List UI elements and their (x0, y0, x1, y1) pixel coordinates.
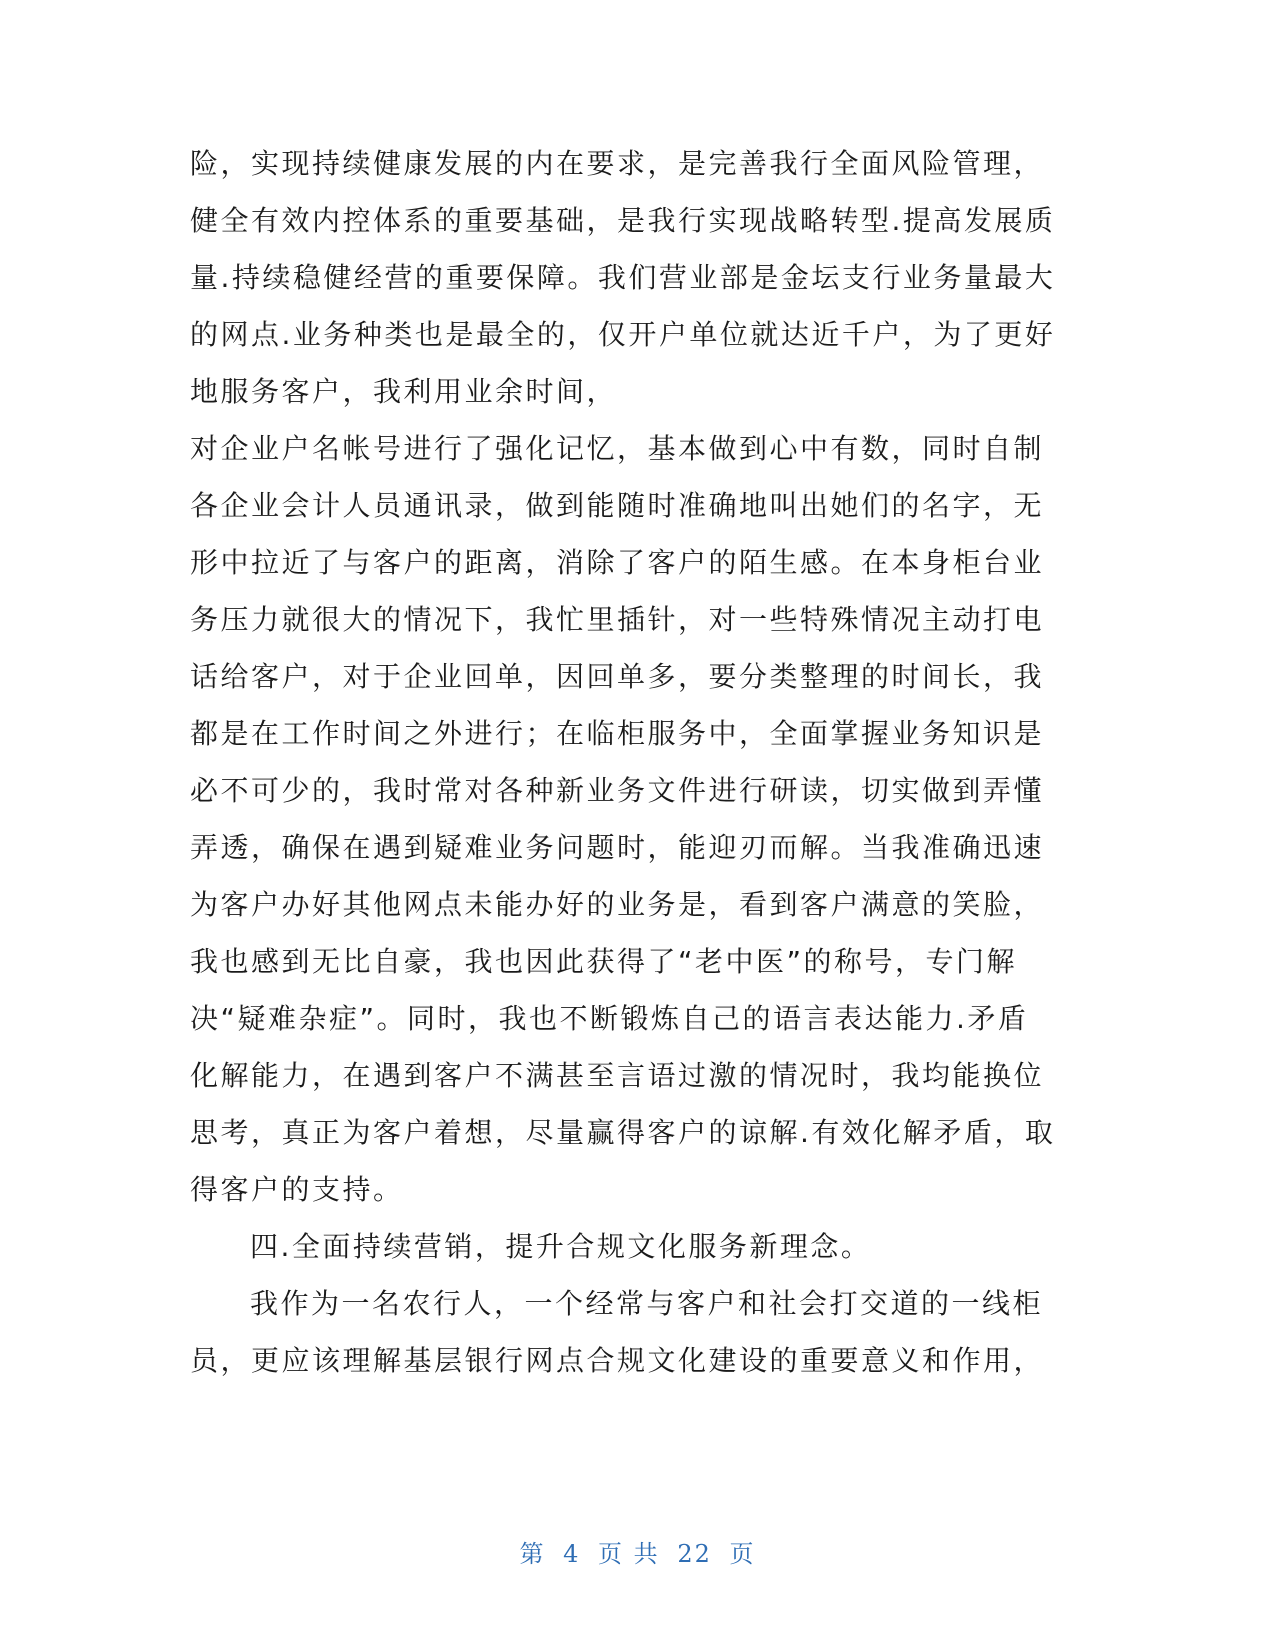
body-line: 必不可少的，我时常对各种新业务文件进行研读，切实做到弄懂 (190, 774, 1045, 807)
body-line: 形中拉近了与客户的距离，消除了客户的陌生感。在本身柜台业 (190, 546, 1045, 579)
body-line: 弄透，确保在遇到疑难业务问题时，能迎刃而解。当我准确迅速 (190, 831, 1045, 864)
body-line: 量.持续稳健经营的重要保障。我们营业部是金坛支行业务量最大 (190, 261, 1056, 294)
body-line: 对企业户名帐号进行了强化记忆，基本做到心中有数，同时自制 (190, 432, 1045, 465)
body-line: 化解能力，在遇到客户不满甚至言语过激的情况时，我均能换位 (190, 1059, 1045, 1092)
body-line: 健全有效内控体系的重要基础，是我行实现战略转型.提高发展质 (190, 204, 1056, 237)
body-line: 思考，真正为客户着想，尽量赢得客户的谅解.有效化解矛盾，取 (190, 1116, 1056, 1149)
body-line: 我作为一名农行人，一个经常与客户和社会打交道的一线柜 (250, 1287, 1044, 1320)
body-line: 得客户的支持。 (190, 1173, 404, 1206)
body-line: 务压力就很大的情况下，我忙里插针，对一些特殊情况主动打电 (190, 603, 1045, 636)
body-line: 为客户办好其他网点未能办好的业务是，看到客户满意的笑脸， (190, 888, 1045, 921)
body-line: 各企业会计人员通讯录，做到能随时准确地叫出她们的名字，无 (190, 489, 1045, 522)
footer-middle: 页 共 (598, 1540, 660, 1568)
body-line: 决“疑难杂症”。同时，我也不断锻炼自己的语言表达能力.矛盾 (190, 1002, 1029, 1035)
body-line: 都是在工作时间之外进行；在临柜服务中，全面掌握业务知识是 (190, 717, 1045, 750)
footer-suffix: 页 (729, 1540, 756, 1568)
body-line: 员，更应该理解基层银行网点合规文化建设的重要意义和作用， (190, 1344, 1045, 1377)
current-page-number: 4 (563, 1540, 581, 1568)
page-footer (0, 1534, 1275, 1569)
body-line: 地服务客户，我利用业余时间， (190, 375, 618, 408)
footer-prefix: 第 (519, 1540, 546, 1568)
body-line: 的网点.业务种类也是最全的，仅开户单位就达近千户，为了更好 (190, 318, 1056, 351)
body-line: 话给客户，对于企业回单，因回单多，要分类整理的时间长，我 (190, 660, 1045, 693)
section-heading: 四.全面持续营销，提升合规文化服务新理念。 (250, 1230, 872, 1263)
total-pages-number: 22 (677, 1540, 712, 1568)
body-line: 险，实现持续健康发展的内在要求，是完善我行全面风险管理， (190, 147, 1045, 180)
body-line: 我也感到无比自豪，我也因此获得了“老中医”的称号，专门解 (190, 945, 1018, 978)
